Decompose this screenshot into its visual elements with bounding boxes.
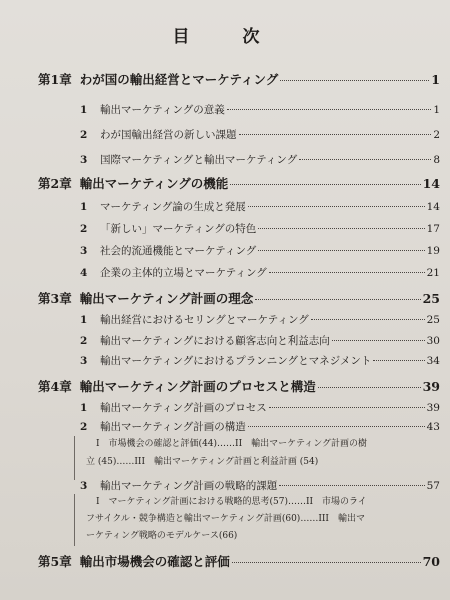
page-number: 39: [422, 379, 440, 394]
section-1-2-entry: [80, 127, 440, 142]
section-title: わが国輸出経営の新しい課題: [100, 129, 237, 141]
section-title: 企業の主体的立場とマーケティング: [100, 267, 267, 279]
page-number: 57: [426, 480, 440, 492]
section-number: 3: [80, 480, 88, 492]
leader-dots: [279, 485, 424, 486]
page-number: 30: [426, 335, 440, 347]
chapter-title: 輸出マーケティング計画のプロセスと構造: [79, 379, 316, 394]
page-number: 43: [426, 421, 440, 433]
page-number: 1: [433, 104, 440, 116]
section-title: 輸出マーケティングの意義: [100, 104, 225, 116]
chapter-number: 第1章: [38, 72, 72, 87]
subitem-line: フサイクル・競争構造と輸出マーケティング計画(60)……III 輸出マ: [86, 514, 365, 524]
chapter-3-entry: [38, 289, 440, 307]
leader-dots: [299, 159, 431, 160]
section-3-1-entry: [80, 312, 440, 327]
page-number: 19: [426, 245, 440, 257]
chapter-number: 第2章: [38, 176, 72, 191]
section-number: 3: [80, 355, 88, 367]
section-number: 1: [80, 104, 88, 116]
leader-dots: [239, 134, 432, 135]
section-title: 輸出マーケティング計画のプロセス: [100, 402, 267, 414]
section-number: 2: [80, 335, 88, 347]
page-number: 25: [426, 314, 440, 326]
page-number: 39: [426, 402, 440, 414]
section-4-1-entry: [80, 400, 440, 415]
subitem-line: 立 (45)……III 輸出マーケティング計画と利益計画 (54): [86, 457, 319, 467]
subitem-line: I 市場機会の確認と評価(44)……II 輸出マーケティング計画の樹: [96, 439, 368, 449]
section-number: 3: [80, 154, 88, 166]
chapter-4-entry: [38, 377, 440, 395]
section-1-3-entry: [80, 152, 440, 167]
page-number: 8: [433, 154, 440, 166]
page-number: 2: [433, 129, 440, 141]
chapter-1-entry: [38, 70, 440, 88]
leader-dots: [258, 228, 424, 229]
section-2-2-entry: [80, 221, 440, 236]
subitem-bracket: [74, 436, 75, 480]
section-title: 輸出マーケティング計画の構造: [100, 421, 246, 433]
leader-dots: [318, 387, 421, 388]
page-number: 17: [426, 223, 440, 235]
chapter-5-entry: [38, 552, 440, 570]
leader-dots: [232, 562, 421, 563]
page-number: 14: [426, 201, 440, 213]
leader-dots: [248, 426, 425, 427]
section-title: 国際マーケティングと輸出マーケティング: [100, 154, 298, 166]
chapter-number: 第4章: [38, 379, 72, 394]
leader-dots: [280, 80, 429, 81]
section-4-3-entry: [80, 478, 440, 493]
section-number: 2: [80, 223, 88, 235]
section-title: 輸出マーケティングにおける顧客志向と利益志向: [100, 335, 330, 347]
section-3-3-entry: [80, 353, 440, 368]
subitem-line: ーケティング戦略のモデルケース(66): [86, 531, 238, 541]
leader-dots: [230, 184, 420, 185]
chapter-title: 輸出マーケティングの機能: [79, 176, 229, 191]
section-title: 社会的流通機能とマーケティング: [100, 245, 257, 257]
chapter-title: 輸出市場機会の確認と評価: [79, 554, 230, 569]
chapter-title: 輸出マーケティング計画の理念: [79, 291, 254, 306]
page-number: 70: [422, 554, 440, 569]
section-title: 輸出マーケティング計画の戦略的課題: [100, 480, 278, 492]
chapter-2-entry: [38, 174, 440, 192]
section-2-3-entry: [80, 243, 440, 258]
section-number: 4: [80, 267, 88, 279]
section-4-2-entry: [80, 419, 440, 434]
chapter-title: わが国の輸出経営とマーケティング: [79, 72, 279, 87]
section-1-1-entry: [80, 102, 440, 117]
section-3-2-entry: [80, 333, 440, 348]
page-number: 21: [426, 267, 440, 279]
section-title: 輸出マーケティングにおけるプランニングとマネジメント: [100, 355, 372, 367]
leader-dots: [269, 272, 425, 273]
page-number: 1: [431, 72, 440, 87]
section-number: 2: [80, 421, 88, 433]
page-number: 25: [422, 291, 440, 306]
section-2-4-entry: [80, 265, 440, 280]
leader-dots: [255, 299, 420, 300]
leader-dots: [248, 206, 425, 207]
section-2-1-entry: [80, 199, 440, 214]
chapter-number: 第5章: [38, 554, 72, 569]
page-title: 目 次: [172, 27, 278, 47]
chapter-number: 第3章: [38, 291, 72, 306]
subitem-line: I マーケティング計画における戦略的思考(57)……II 市場のライ: [96, 497, 367, 507]
section-title: 「新しい」マーケティングの特色: [100, 223, 257, 235]
section-number: 1: [80, 402, 88, 414]
page-number: 14: [422, 176, 440, 191]
page-number: 34: [426, 355, 440, 367]
section-title: マーケティング論の生成と発展: [100, 201, 246, 213]
leader-dots: [258, 250, 424, 251]
subitem-bracket: [74, 494, 75, 546]
leader-dots: [332, 340, 425, 341]
section-number: 1: [80, 314, 88, 326]
leader-dots: [373, 360, 424, 361]
leader-dots: [227, 109, 432, 110]
section-number: 1: [80, 201, 88, 213]
section-title: 輸出経営におけるセリングとマーケティング: [100, 314, 309, 326]
leader-dots: [311, 319, 425, 320]
leader-dots: [269, 407, 425, 408]
section-number: 2: [80, 129, 88, 141]
section-number: 3: [80, 245, 88, 257]
